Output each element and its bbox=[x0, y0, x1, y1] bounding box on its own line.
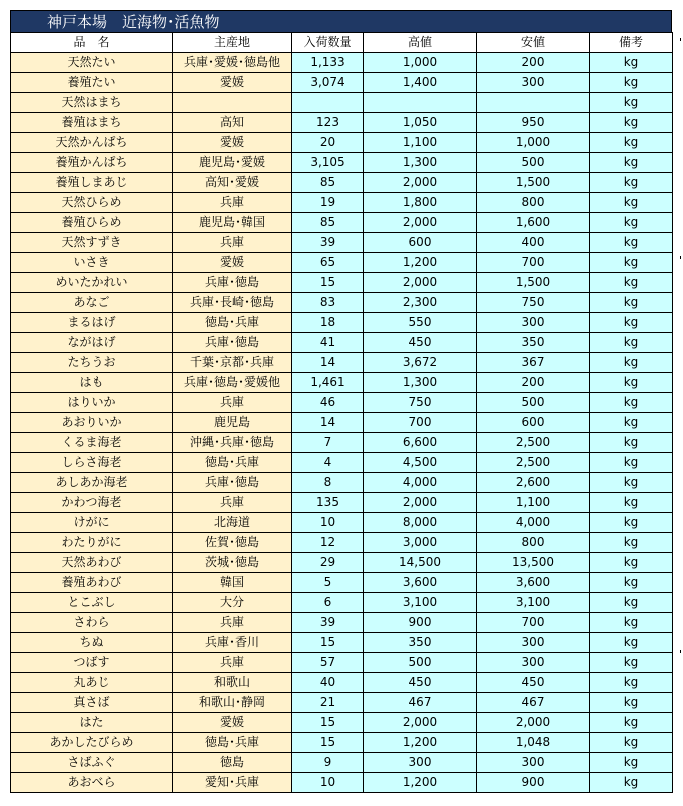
cell-name: 天然たい bbox=[11, 53, 173, 73]
cell-name: あなご bbox=[11, 293, 173, 313]
cell-name: ながはげ bbox=[11, 333, 173, 353]
cell-note: kg bbox=[590, 713, 673, 733]
cell-quantity: 3,105 bbox=[292, 153, 364, 173]
cell-origin: 徳島･兵庫 bbox=[173, 733, 292, 753]
cell-low-price: 1,500 bbox=[477, 273, 590, 293]
cell-origin: 徳島･兵庫 bbox=[173, 313, 292, 333]
table-row bbox=[11, 413, 673, 433]
cell-name: 天然ひらめ bbox=[11, 193, 173, 213]
cell-low-price: 800 bbox=[477, 193, 590, 213]
cell-high-price: 2,000 bbox=[364, 493, 477, 513]
cell-name: あおべら bbox=[11, 773, 173, 793]
cell-origin: 鹿児島･韓国 bbox=[173, 213, 292, 233]
cell-origin: 北海道 bbox=[173, 513, 292, 533]
cell-name: いさき bbox=[11, 253, 173, 273]
cell-note: kg bbox=[590, 333, 673, 353]
cell-quantity: 15 bbox=[292, 713, 364, 733]
cell-low-price: 2,500 bbox=[477, 453, 590, 473]
cell-low-price: 1,100 bbox=[477, 493, 590, 513]
cell-name: はた bbox=[11, 713, 173, 733]
cell-origin: 愛媛 bbox=[173, 133, 292, 153]
cell-origin: 高知･愛媛 bbox=[173, 173, 292, 193]
table-row bbox=[11, 373, 673, 393]
table-row bbox=[11, 233, 673, 253]
cell-note: kg bbox=[590, 473, 673, 493]
cell-origin: 兵庫 bbox=[173, 233, 292, 253]
table-row bbox=[11, 293, 673, 313]
cell-name: けがに bbox=[11, 513, 173, 533]
cell-high-price: 1,300 bbox=[364, 373, 477, 393]
table-row bbox=[11, 313, 673, 333]
cell-note: kg bbox=[590, 493, 673, 513]
cell-high-price bbox=[364, 93, 477, 113]
cell-high-price: 1,200 bbox=[364, 253, 477, 273]
cell-high-price: 6,600 bbox=[364, 433, 477, 453]
cell-quantity: 14 bbox=[292, 353, 364, 373]
cell-origin: 和歌山･静岡 bbox=[173, 693, 292, 713]
header-name: 品 名 bbox=[11, 33, 173, 53]
table-row bbox=[11, 493, 673, 513]
cell-name: 養殖かんぱち bbox=[11, 153, 173, 173]
cell-name: わたりがに bbox=[11, 533, 173, 553]
table-row bbox=[11, 733, 673, 753]
cell-origin: 愛知･兵庫 bbox=[173, 773, 292, 793]
cell-quantity: 40 bbox=[292, 673, 364, 693]
cell-name: とこぶし bbox=[11, 593, 173, 613]
cell-high-price: 450 bbox=[364, 333, 477, 353]
edge-mark bbox=[680, 256, 681, 259]
cell-origin: 兵庫･香川 bbox=[173, 633, 292, 653]
cell-name: くるま海老 bbox=[11, 433, 173, 453]
header-low-price: 安値 bbox=[477, 33, 590, 53]
cell-low-price: 4,000 bbox=[477, 513, 590, 533]
cell-quantity: 19 bbox=[292, 193, 364, 213]
cell-name: あおりいか bbox=[11, 413, 173, 433]
table-row bbox=[11, 353, 673, 373]
cell-low-price: 300 bbox=[477, 653, 590, 673]
cell-name: 養殖たい bbox=[11, 73, 173, 93]
cell-note: kg bbox=[590, 313, 673, 333]
cell-origin: 兵庫 bbox=[173, 393, 292, 413]
cell-low-price: 350 bbox=[477, 333, 590, 353]
header-row bbox=[11, 33, 673, 53]
table-row bbox=[11, 453, 673, 473]
cell-quantity: 39 bbox=[292, 233, 364, 253]
cell-origin: 韓国 bbox=[173, 573, 292, 593]
sheet-title: 神戸本場 近海物･活魚物 bbox=[10, 10, 672, 32]
cell-quantity: 65 bbox=[292, 253, 364, 273]
cell-low-price: 467 bbox=[477, 693, 590, 713]
cell-note: kg bbox=[590, 613, 673, 633]
cell-note: kg bbox=[590, 253, 673, 273]
table-row bbox=[11, 53, 673, 73]
cell-name: たちうお bbox=[11, 353, 173, 373]
cell-name: かわつ海老 bbox=[11, 493, 173, 513]
cell-note: kg bbox=[590, 393, 673, 413]
cell-low-price bbox=[477, 93, 590, 113]
cell-name: 養殖ひらめ bbox=[11, 213, 173, 233]
cell-low-price: 300 bbox=[477, 73, 590, 93]
cell-high-price: 14,500 bbox=[364, 553, 477, 573]
cell-low-price: 700 bbox=[477, 613, 590, 633]
cell-name: つばす bbox=[11, 653, 173, 673]
cell-high-price: 1,200 bbox=[364, 733, 477, 753]
cell-quantity: 41 bbox=[292, 333, 364, 353]
cell-note: kg bbox=[590, 633, 673, 653]
cell-high-price: 2,000 bbox=[364, 273, 477, 293]
cell-name: ちぬ bbox=[11, 633, 173, 653]
cell-quantity: 15 bbox=[292, 273, 364, 293]
cell-note: kg bbox=[590, 533, 673, 553]
cell-low-price: 1,600 bbox=[477, 213, 590, 233]
cell-quantity: 15 bbox=[292, 633, 364, 653]
cell-note: kg bbox=[590, 93, 673, 113]
table-row bbox=[11, 333, 673, 353]
edge-mark bbox=[680, 650, 681, 653]
cell-origin: 千葉･京都･兵庫 bbox=[173, 353, 292, 373]
cell-low-price: 2,500 bbox=[477, 433, 590, 453]
cell-origin: 兵庫･徳島 bbox=[173, 333, 292, 353]
header-high-price: 高値 bbox=[364, 33, 477, 53]
table-row bbox=[11, 753, 673, 773]
table-row bbox=[11, 433, 673, 453]
cell-high-price: 8,000 bbox=[364, 513, 477, 533]
cell-high-price: 467 bbox=[364, 693, 477, 713]
cell-low-price: 2,600 bbox=[477, 473, 590, 493]
cell-low-price: 200 bbox=[477, 373, 590, 393]
cell-note: kg bbox=[590, 73, 673, 93]
table-row bbox=[11, 713, 673, 733]
cell-high-price: 3,000 bbox=[364, 533, 477, 553]
cell-quantity: 6 bbox=[292, 593, 364, 613]
cell-origin: 高知 bbox=[173, 113, 292, 133]
cell-high-price: 1,800 bbox=[364, 193, 477, 213]
cell-high-price: 1,050 bbox=[364, 113, 477, 133]
cell-note: kg bbox=[590, 133, 673, 153]
cell-low-price: 2,000 bbox=[477, 713, 590, 733]
table-row bbox=[11, 673, 673, 693]
cell-note: kg bbox=[590, 453, 673, 473]
edge-mark bbox=[680, 38, 681, 41]
cell-high-price: 3,100 bbox=[364, 593, 477, 613]
cell-high-price: 550 bbox=[364, 313, 477, 333]
cell-quantity: 4 bbox=[292, 453, 364, 473]
cell-note: kg bbox=[590, 573, 673, 593]
cell-name: 真さば bbox=[11, 693, 173, 713]
cell-note: kg bbox=[590, 513, 673, 533]
cell-high-price: 750 bbox=[364, 393, 477, 413]
cell-name: 天然すずき bbox=[11, 233, 173, 253]
table-row bbox=[11, 73, 673, 93]
cell-low-price: 300 bbox=[477, 633, 590, 653]
cell-origin: 愛媛 bbox=[173, 73, 292, 93]
cell-note: kg bbox=[590, 273, 673, 293]
cell-quantity: 18 bbox=[292, 313, 364, 333]
cell-low-price: 700 bbox=[477, 253, 590, 273]
cell-note: kg bbox=[590, 353, 673, 373]
cell-quantity: 85 bbox=[292, 213, 364, 233]
cell-origin: 鹿児島･愛媛 bbox=[173, 153, 292, 173]
cell-quantity: 12 bbox=[292, 533, 364, 553]
cell-origin: 兵庫 bbox=[173, 653, 292, 673]
cell-quantity: 5 bbox=[292, 573, 364, 593]
cell-name: しらさ海老 bbox=[11, 453, 173, 473]
cell-quantity: 7 bbox=[292, 433, 364, 453]
table-row bbox=[11, 133, 673, 153]
cell-note: kg bbox=[590, 773, 673, 793]
cell-origin: 和歌山 bbox=[173, 673, 292, 693]
cell-low-price: 750 bbox=[477, 293, 590, 313]
cell-high-price: 3,672 bbox=[364, 353, 477, 373]
cell-low-price: 950 bbox=[477, 113, 590, 133]
cell-name: 天然かんぱち bbox=[11, 133, 173, 153]
cell-note: kg bbox=[590, 113, 673, 133]
cell-origin: 兵庫･徳島 bbox=[173, 473, 292, 493]
cell-high-price: 500 bbox=[364, 653, 477, 673]
cell-note: kg bbox=[590, 413, 673, 433]
cell-high-price: 1,100 bbox=[364, 133, 477, 153]
cell-origin: 茨城･徳島 bbox=[173, 553, 292, 573]
cell-high-price: 3,600 bbox=[364, 573, 477, 593]
cell-note: kg bbox=[590, 53, 673, 73]
price-sheet bbox=[10, 10, 672, 793]
cell-high-price: 350 bbox=[364, 633, 477, 653]
cell-name: あしあか海老 bbox=[11, 473, 173, 493]
cell-low-price: 600 bbox=[477, 413, 590, 433]
cell-low-price: 3,600 bbox=[477, 573, 590, 593]
table-row bbox=[11, 393, 673, 413]
cell-note: kg bbox=[590, 213, 673, 233]
cell-name: めいたかれい bbox=[11, 273, 173, 293]
cell-quantity: 15 bbox=[292, 733, 364, 753]
table-row bbox=[11, 473, 673, 493]
cell-high-price: 600 bbox=[364, 233, 477, 253]
cell-name: 養殖しまあじ bbox=[11, 173, 173, 193]
cell-low-price: 900 bbox=[477, 773, 590, 793]
cell-quantity: 123 bbox=[292, 113, 364, 133]
table-row bbox=[11, 153, 673, 173]
cell-origin: 愛媛 bbox=[173, 713, 292, 733]
cell-low-price: 200 bbox=[477, 53, 590, 73]
cell-high-price: 1,200 bbox=[364, 773, 477, 793]
cell-origin: 大分 bbox=[173, 593, 292, 613]
cell-high-price: 1,300 bbox=[364, 153, 477, 173]
cell-note: kg bbox=[590, 373, 673, 393]
cell-name: はりいか bbox=[11, 393, 173, 413]
cell-high-price: 4,500 bbox=[364, 453, 477, 473]
cell-high-price: 2,000 bbox=[364, 713, 477, 733]
table-row bbox=[11, 553, 673, 573]
cell-note: kg bbox=[590, 593, 673, 613]
cell-name: 天然あわび bbox=[11, 553, 173, 573]
cell-quantity: 135 bbox=[292, 493, 364, 513]
cell-high-price: 2,300 bbox=[364, 293, 477, 313]
cell-origin: 兵庫 bbox=[173, 493, 292, 513]
cell-note: kg bbox=[590, 173, 673, 193]
cell-quantity: 3,074 bbox=[292, 73, 364, 93]
cell-quantity: 21 bbox=[292, 693, 364, 713]
cell-high-price: 1,000 bbox=[364, 53, 477, 73]
cell-low-price: 3,100 bbox=[477, 593, 590, 613]
cell-note: kg bbox=[590, 693, 673, 713]
cell-low-price: 367 bbox=[477, 353, 590, 373]
cell-note: kg bbox=[590, 233, 673, 253]
table-row bbox=[11, 173, 673, 193]
cell-quantity bbox=[292, 93, 364, 113]
cell-note: kg bbox=[590, 433, 673, 453]
cell-high-price: 2,000 bbox=[364, 173, 477, 193]
cell-quantity: 39 bbox=[292, 613, 364, 633]
header-quantity: 入荷数量 bbox=[292, 33, 364, 53]
cell-high-price: 2,000 bbox=[364, 213, 477, 233]
cell-name: 天然はまち bbox=[11, 93, 173, 113]
cell-name: 養殖あわび bbox=[11, 573, 173, 593]
cell-name: はも bbox=[11, 373, 173, 393]
cell-low-price: 500 bbox=[477, 153, 590, 173]
cell-high-price: 900 bbox=[364, 613, 477, 633]
cell-quantity: 29 bbox=[292, 553, 364, 573]
table-row bbox=[11, 113, 673, 133]
table-row bbox=[11, 93, 673, 113]
table-row bbox=[11, 253, 673, 273]
cell-quantity: 20 bbox=[292, 133, 364, 153]
cell-quantity: 10 bbox=[292, 773, 364, 793]
cell-note: kg bbox=[590, 733, 673, 753]
cell-origin: 鹿児島 bbox=[173, 413, 292, 433]
cell-quantity: 1,461 bbox=[292, 373, 364, 393]
cell-origin: 兵庫･愛媛･徳島他 bbox=[173, 53, 292, 73]
cell-low-price: 800 bbox=[477, 533, 590, 553]
cell-low-price: 1,000 bbox=[477, 133, 590, 153]
cell-name: さわら bbox=[11, 613, 173, 633]
table-row bbox=[11, 513, 673, 533]
cell-origin: 兵庫･徳島 bbox=[173, 273, 292, 293]
cell-origin: 兵庫 bbox=[173, 613, 292, 633]
cell-origin: 徳島 bbox=[173, 753, 292, 773]
cell-high-price: 4,000 bbox=[364, 473, 477, 493]
table-row bbox=[11, 693, 673, 713]
cell-low-price: 300 bbox=[477, 753, 590, 773]
table-row bbox=[11, 773, 673, 793]
cell-origin: 沖縄･兵庫･徳島 bbox=[173, 433, 292, 453]
cell-quantity: 1,133 bbox=[292, 53, 364, 73]
cell-name: まるはげ bbox=[11, 313, 173, 333]
table-row bbox=[11, 573, 673, 593]
cell-quantity: 10 bbox=[292, 513, 364, 533]
cell-quantity: 14 bbox=[292, 413, 364, 433]
cell-name: さばふぐ bbox=[11, 753, 173, 773]
cell-quantity: 9 bbox=[292, 753, 364, 773]
table-row bbox=[11, 213, 673, 233]
cell-name: 丸あじ bbox=[11, 673, 173, 693]
cell-low-price: 500 bbox=[477, 393, 590, 413]
cell-low-price: 13,500 bbox=[477, 553, 590, 573]
cell-name: 養殖はまち bbox=[11, 113, 173, 133]
cell-note: kg bbox=[590, 653, 673, 673]
table-row bbox=[11, 273, 673, 293]
header-note: 備考 bbox=[590, 33, 673, 53]
cell-note: kg bbox=[590, 753, 673, 773]
cell-quantity: 83 bbox=[292, 293, 364, 313]
table-row bbox=[11, 593, 673, 613]
cell-origin: 徳島･兵庫 bbox=[173, 453, 292, 473]
cell-origin bbox=[173, 93, 292, 113]
cell-high-price: 300 bbox=[364, 753, 477, 773]
price-table bbox=[10, 32, 673, 793]
table-row bbox=[11, 633, 673, 653]
cell-origin: 兵庫･徳島･愛媛他 bbox=[173, 373, 292, 393]
cell-origin: 兵庫 bbox=[173, 193, 292, 213]
cell-quantity: 8 bbox=[292, 473, 364, 493]
cell-high-price: 700 bbox=[364, 413, 477, 433]
cell-low-price: 1,048 bbox=[477, 733, 590, 753]
cell-low-price: 300 bbox=[477, 313, 590, 333]
table-row bbox=[11, 613, 673, 633]
cell-high-price: 450 bbox=[364, 673, 477, 693]
cell-note: kg bbox=[590, 673, 673, 693]
cell-name: あかしたびらめ bbox=[11, 733, 173, 753]
table-row bbox=[11, 653, 673, 673]
table-row bbox=[11, 193, 673, 213]
cell-quantity: 46 bbox=[292, 393, 364, 413]
cell-origin: 兵庫･長崎･徳島 bbox=[173, 293, 292, 313]
cell-note: kg bbox=[590, 153, 673, 173]
table-row bbox=[11, 533, 673, 553]
cell-low-price: 400 bbox=[477, 233, 590, 253]
header-origin: 主産地 bbox=[173, 33, 292, 53]
table-body bbox=[11, 53, 673, 793]
cell-quantity: 57 bbox=[292, 653, 364, 673]
cell-origin: 愛媛 bbox=[173, 253, 292, 273]
cell-note: kg bbox=[590, 293, 673, 313]
cell-quantity: 85 bbox=[292, 173, 364, 193]
cell-low-price: 450 bbox=[477, 673, 590, 693]
cell-high-price: 1,400 bbox=[364, 73, 477, 93]
cell-note: kg bbox=[590, 553, 673, 573]
cell-low-price: 1,500 bbox=[477, 173, 590, 193]
cell-origin: 佐賀･徳島 bbox=[173, 533, 292, 553]
cell-note: kg bbox=[590, 193, 673, 213]
